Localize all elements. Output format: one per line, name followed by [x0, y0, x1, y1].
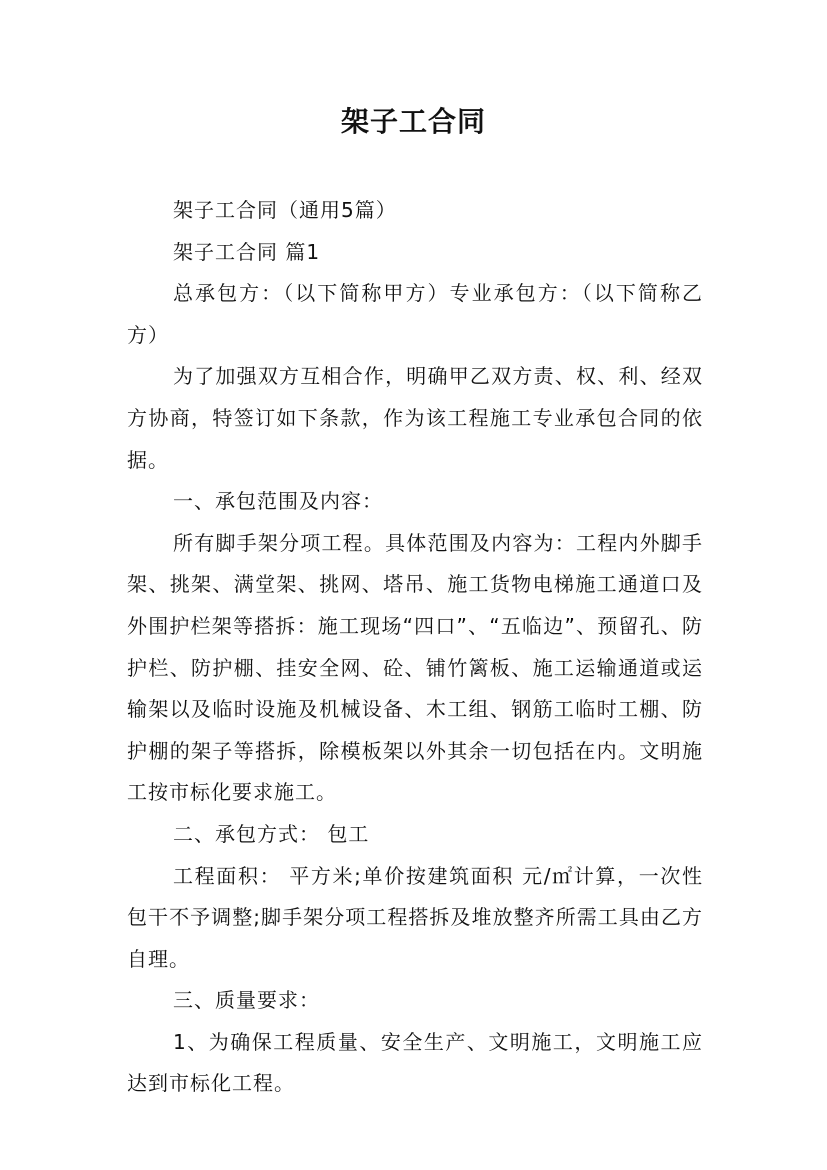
document-body	[127, 190, 703, 1105]
paragraph-heading-quality: 三、质量要求：	[173, 988, 320, 1013]
paragraph-quality-item-1: 1、为确保工程质量、安全生产、文明施工，文明施工应达到市标化工程。	[127, 1029, 703, 1096]
paragraph-scope: 所有脚手架分项工程。具体范围及内容为：工程内外脚手架、挑架、满堂架、挑网、塔吊、施工货物电梯施工通道口及外围护栏架等搭拆：施工现场“四口”、“五临边”、预留孔、防护栏、防护棚、挂安全网、砼、铺竹篱板、施工运输通道或运输架以及临时设施及机械设备、木工组、钢筋工临时工棚、防护棚的架子等搭拆，除模板架以外其余一切包括在内。文明施工按市标化要求施工。	[127, 530, 703, 805]
paragraph-parties: 总承包方：（以下简称甲方）专业承包方：（以下简称乙方）	[127, 281, 703, 347]
paragraph-purpose: 为了加强双方互相合作，明确甲乙双方责、权、利、经双方协商，特签订如下条款，作为该工程施工专业承包合同的依据。	[127, 364, 703, 472]
paragraph-heading-scope: 一、承包范围及内容：	[173, 489, 383, 514]
paragraph-subtitle: 架子工合同（通用5篇）	[173, 198, 397, 222]
paragraph-area-price: 工程面积： 平方米;单价按建筑面积 元/㎡计算，一次性包干不予调整;脚手架分项工程搭拆及堆放整齐所需工具由乙方自理。	[127, 863, 703, 971]
paragraph-section-heading: 架子工合同 篇1	[173, 239, 321, 264]
paragraph-heading-method: 二、承包方式： 包工	[173, 821, 370, 846]
document-title: 架子工合同	[340, 105, 486, 138]
